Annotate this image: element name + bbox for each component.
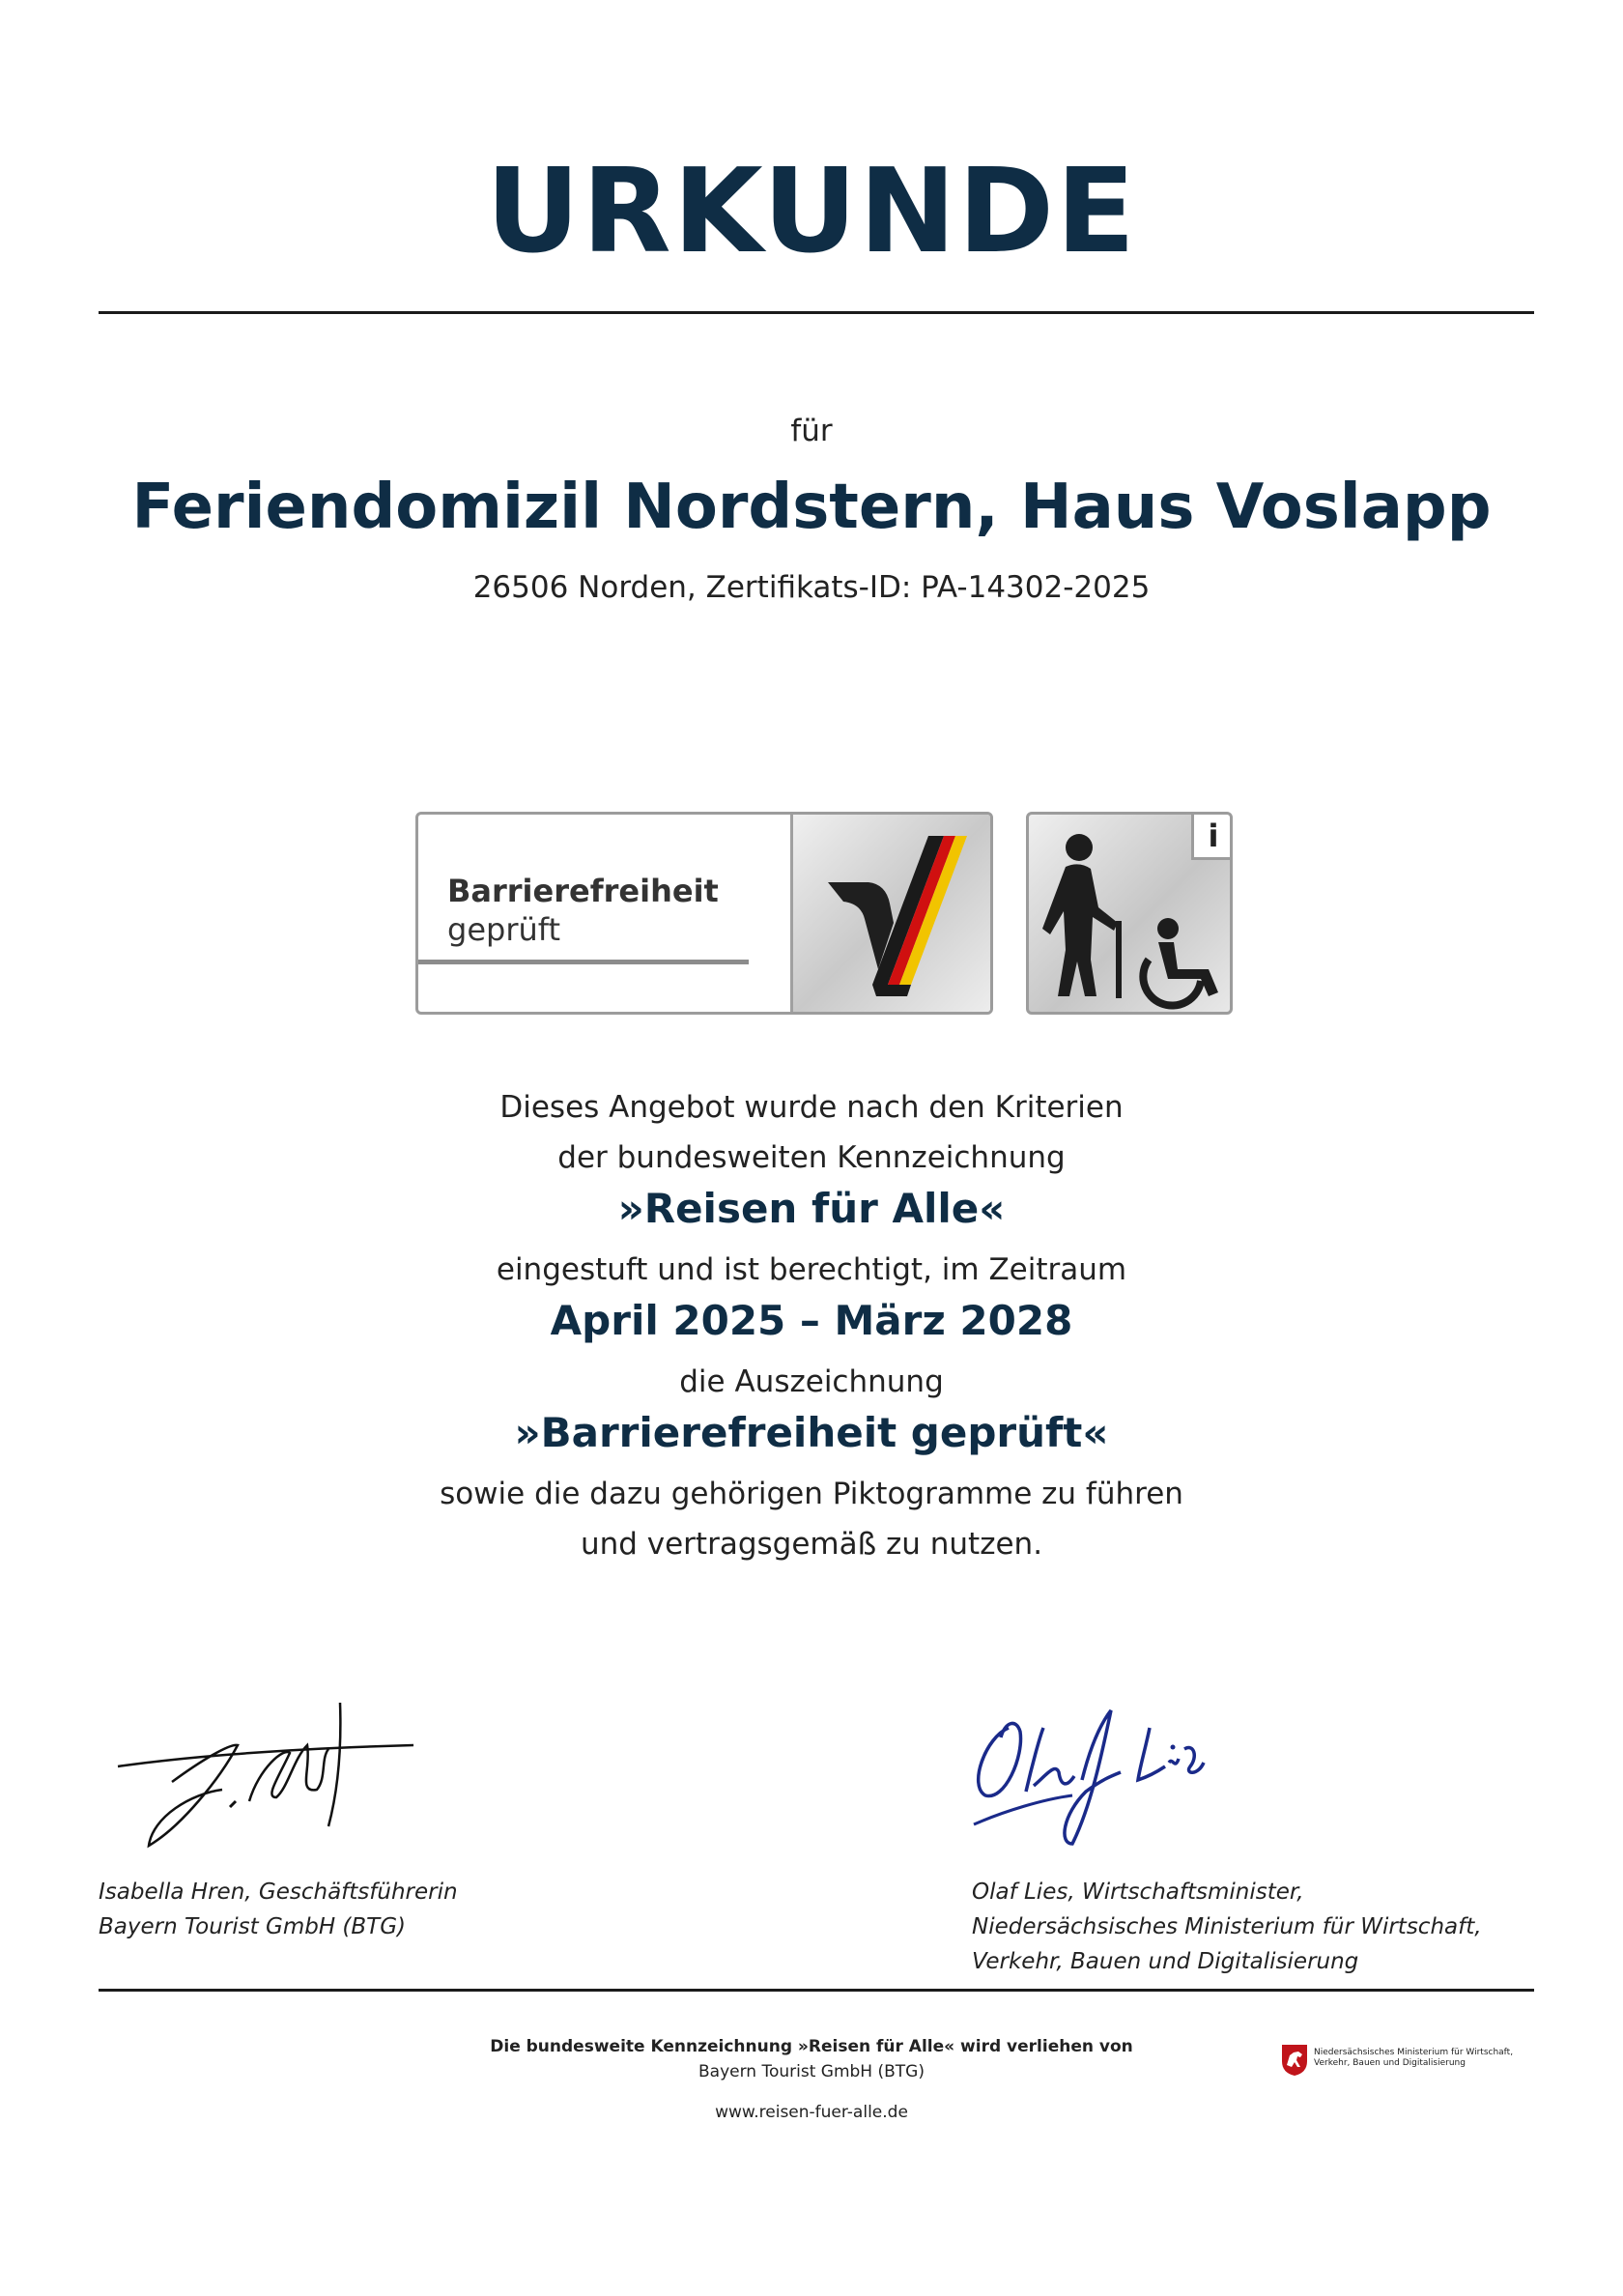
left-signatory-name: Isabella Hren, Geschäftsführerin (99, 1880, 458, 1905)
badge-subtitle: geprüft (447, 911, 560, 948)
badge-title: Barrierefreiheit (447, 873, 719, 909)
bottom-divider (99, 1989, 1534, 1992)
wheelchair-icon (1143, 918, 1218, 1006)
left-signatory (99, 1875, 458, 1944)
ministry-logo-text (1314, 2048, 1526, 2069)
top-divider (99, 311, 1534, 314)
ministry-logo-line-1: Niedersächsisches Ministerium für Wirtschaft, (1314, 2048, 1514, 2057)
validity-period: April 2025 – März 2028 (550, 1297, 1073, 1344)
footer-statement: Die bundesweite Kennzeichnung »Reisen für Alle« wird verliehen von (490, 2037, 1133, 2056)
info-icon: i (1191, 815, 1233, 860)
award-name: »Barrierefreiheit geprüft« (514, 1409, 1109, 1456)
walking-person-icon (1042, 834, 1122, 998)
barrierefreiheit-badge (415, 812, 993, 1015)
body-line-3: eingestuft und ist berechtigt, im Zeitraum (496, 1252, 1127, 1287)
signature-hren (114, 1701, 423, 1859)
signature-lies (966, 1699, 1217, 1857)
ministry-logo-line-2: Verkehr, Bauen und Digitalisierung (1314, 2058, 1466, 2068)
body-line-5: sowie die dazu gehörigen Piktogramme zu führen (440, 1477, 1183, 1511)
recipient-address: 26506 Norden, Zertifikats-ID: PA-14302-2025 (472, 570, 1151, 605)
body-line-6: und vertragsgemäß zu nutzen. (580, 1527, 1043, 1562)
document-title: URKUNDE (485, 145, 1138, 279)
body-line-4: die Auszeichnung (679, 1364, 944, 1399)
footer-issuer: Bayern Tourist GmbH (BTG) (698, 2062, 925, 2081)
lower-saxony-crest-icon (1281, 2044, 1308, 2077)
checkmark-logo-icon (790, 815, 993, 1012)
recipient-name: Feriendomizil Nordstern, Haus Voslapp (131, 472, 1492, 543)
recipient-prefix: für (790, 414, 833, 448)
ministry-logo (1281, 2044, 1523, 2084)
left-signatory-org: Bayern Tourist GmbH (BTG) (99, 1914, 407, 1939)
body-line-1: Dieses Angebot wurde nach den Kriterien (499, 1090, 1124, 1125)
program-name: »Reisen für Alle« (617, 1185, 1006, 1232)
badge-underline (418, 960, 749, 964)
right-signatory-org-1: Niedersächsisches Ministerium für Wirtschaft, (972, 1914, 1482, 1939)
footer-url[interactable]: www.reisen-fuer-alle.de (715, 2103, 908, 2122)
right-signatory-name: Olaf Lies, Wirtschaftsminister, (972, 1880, 1304, 1905)
right-signatory (972, 1875, 1482, 1979)
right-signatory-org-2: Verkehr, Bauen und Digitalisierung (972, 1949, 1359, 1974)
accessibility-pictogram (1026, 812, 1233, 1015)
body-line-2: der bundesweiten Kennzeichnung (557, 1140, 1066, 1175)
